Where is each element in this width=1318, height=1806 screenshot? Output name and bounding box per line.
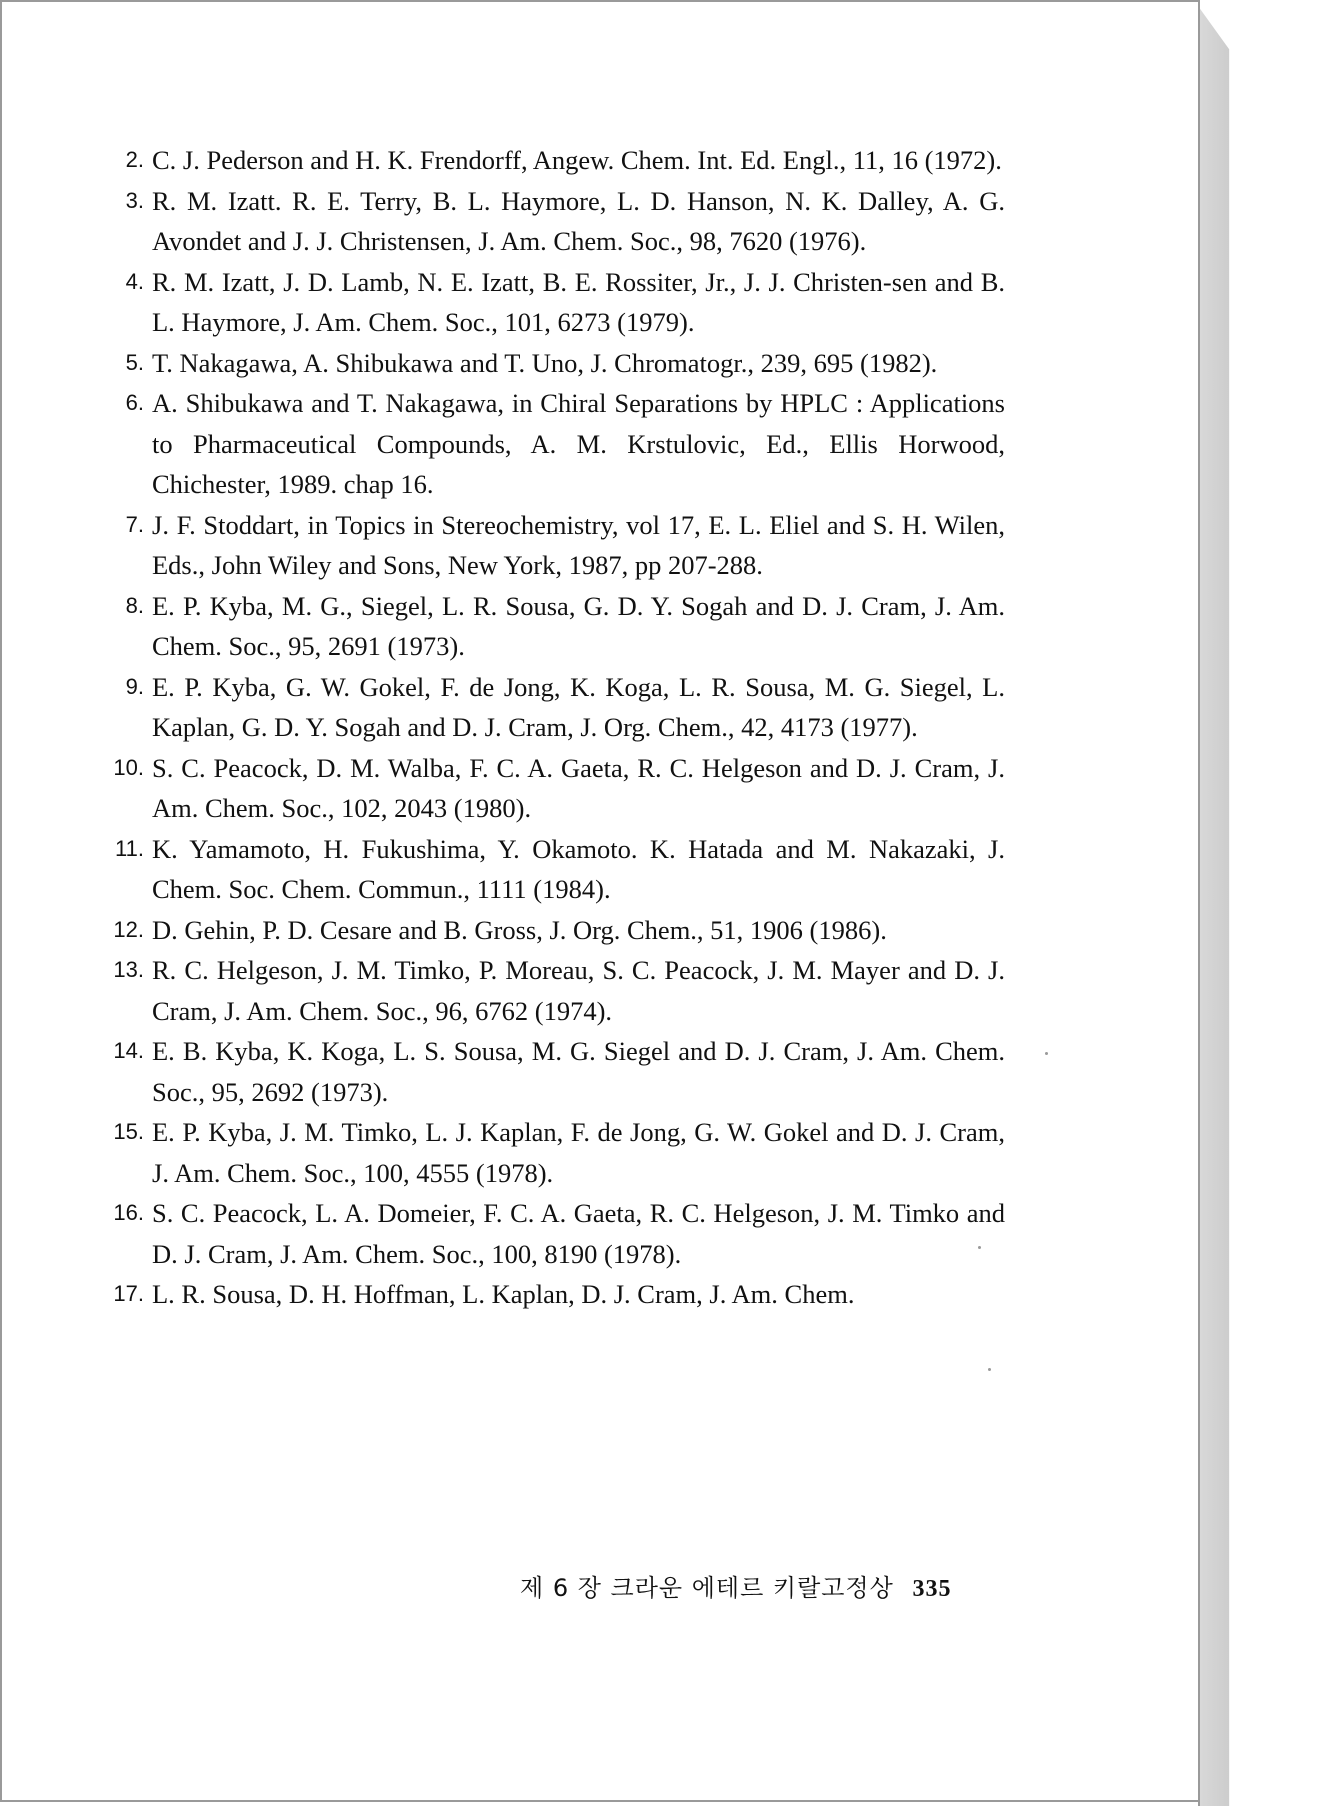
- reference-text: E. P. Kyba, G. W. Gokel, F. de Jong, K. Koga, L. R. Sousa, M. G. Siegel, L. Kaplan, G. D. Y. Sogah and D. J. Cram, J. Org. Chem., 42, 4173 (1977).: [152, 671, 1005, 742]
- reference-number: 13.: [113, 957, 144, 982]
- reference-item: [100, 1031, 1005, 1112]
- reference-text: S. C. Peacock, L. A. Domeier, F. C. A. Gaeta, R. C. Helgeson, J. M. Timko and D. J. Cram, J. Am. Chem. Soc., 100, 8190 (1978).: [152, 1198, 1005, 1269]
- reference-text: C. J. Pederson and H. K. Frendorff, Angew. Chem. Int. Ed. Engl., 11, 16 (1972).: [152, 145, 1002, 175]
- reference-item: [100, 505, 1005, 586]
- chapter-title: 제 6 장 크라운 에테르 키랄고정상: [520, 1574, 894, 1602]
- reference-number: 7.: [125, 511, 144, 537]
- reference-number: 3.: [125, 187, 144, 213]
- reference-item: [100, 181, 1005, 262]
- reference-item: [100, 829, 1005, 910]
- reference-item: [100, 586, 1005, 667]
- reference-item: [100, 748, 1005, 829]
- reference-number: 10.: [113, 754, 144, 780]
- reference-text: R. C. Helgeson, J. M. Timko, P. Moreau, S. C. Peacock, J. M. Mayer and D. J. Cram, J. Am. Chem. Soc., 96, 6762 (1974).: [152, 955, 1005, 1026]
- reference-text: K. Yamamoto, H. Fukushima, Y. Okamoto. K. Hatada and M. Nakazaki, J. Chem. Soc. Chem. Commun., 1111 (1984).: [152, 833, 1005, 904]
- reference-item: [100, 140, 1005, 181]
- print-speck: [1045, 1052, 1048, 1055]
- reference-text: T. Nakagawa, A. Shibukawa and T. Uno, J. Chromatogr., 239, 695 (1982).: [152, 347, 938, 378]
- reference-number: 16.: [113, 1200, 144, 1225]
- reference-number: 4.: [125, 268, 144, 294]
- reference-item: [100, 667, 1005, 748]
- reference-number: 6.: [125, 390, 144, 415]
- reference-text: E. B. Kyba, K. Koga, L. S. Sousa, M. G. Siegel and D. J. Cram, J. Am. Chem. Soc., 95, 2692 (1973).: [152, 1036, 1005, 1107]
- reference-text: A. Shibukawa and T. Nakagawa, in Chiral Separations by HPLC : Applications to Pharmaceutical Compounds, A. M. Krstulovic, Ed., Ellis Horwood, Chichester, 1989. chap 16.: [152, 388, 1005, 499]
- print-speck: [978, 1246, 981, 1249]
- reference-text: E. P. Kyba, M. G., Siegel, L. R. Sousa, G. D. Y. Sogah and D. J. Cram, J. Am. Chem. Soc., 95, 2691 (1973).: [152, 590, 1005, 661]
- reference-item: [100, 383, 1005, 505]
- reference-number: 15.: [113, 1119, 144, 1144]
- reference-number: 14.: [113, 1038, 144, 1063]
- reference-text: L. R. Sousa, D. H. Hoffman, L. Kaplan, D. J. Cram, J. Am. Chem.: [152, 1279, 855, 1309]
- reference-text: R. M. Izatt, J. D. Lamb, N. E. Izatt, B. E. Rossiter, Jr., J. J. Christen-sen and B. L. Haymore, J. Am. Chem. Soc., 101, 6273 (1979).: [152, 266, 1005, 337]
- reference-item: [100, 262, 1005, 343]
- reference-number: 2.: [125, 147, 144, 172]
- reference-text: D. Gehin, P. D. Cesare and B. Gross, J. Org. Chem., 51, 1906 (1986).: [152, 914, 887, 945]
- page-footer: [520, 1568, 951, 1603]
- page-stack-edge: [1198, 6, 1280, 1806]
- reference-item: [100, 1112, 1005, 1193]
- reference-item: [100, 910, 1005, 951]
- reference-item: [100, 950, 1005, 1031]
- reference-number: 11.: [115, 835, 144, 861]
- reference-text: J. F. Stoddart, in Topics in Stereochemistry, vol 17, E. L. Eliel and S. H. Wilen, Eds., John Wiley and Sons, New York, 1987, pp 207-288.: [152, 509, 1005, 580]
- reference-text: E. P. Kyba, J. M. Timko, L. J. Kaplan, F. de Jong, G. W. Gokel and D. J. Cram, J. Am. Chem. Soc., 100, 4555 (1978).: [152, 1117, 1005, 1188]
- reference-item: [100, 343, 1005, 384]
- reference-text: R. M. Izatt. R. E. Terry, B. L. Haymore, L. D. Hanson, N. K. Dalley, A. G. Avondet and J. J. Christensen, J. Am. Chem. Soc., 98, 7620 (1976).: [152, 185, 1005, 256]
- reference-number: 9.: [125, 673, 144, 699]
- page-number: 335: [912, 1576, 952, 1602]
- print-speck: [988, 1368, 991, 1371]
- reference-item: [100, 1193, 1005, 1274]
- reference-number: 12.: [113, 916, 144, 942]
- reference-text: S. C. Peacock, D. M. Walba, F. C. A. Gaeta, R. C. Helgeson and D. J. Cram, J. Am. Chem. Soc., 102, 2043 (1980).: [152, 752, 1005, 823]
- reference-item: [100, 1274, 1005, 1315]
- reference-number: 17.: [113, 1281, 144, 1306]
- reference-number: 8.: [125, 592, 144, 618]
- reference-number: 5.: [125, 349, 144, 375]
- reference-list: [100, 140, 1005, 1315]
